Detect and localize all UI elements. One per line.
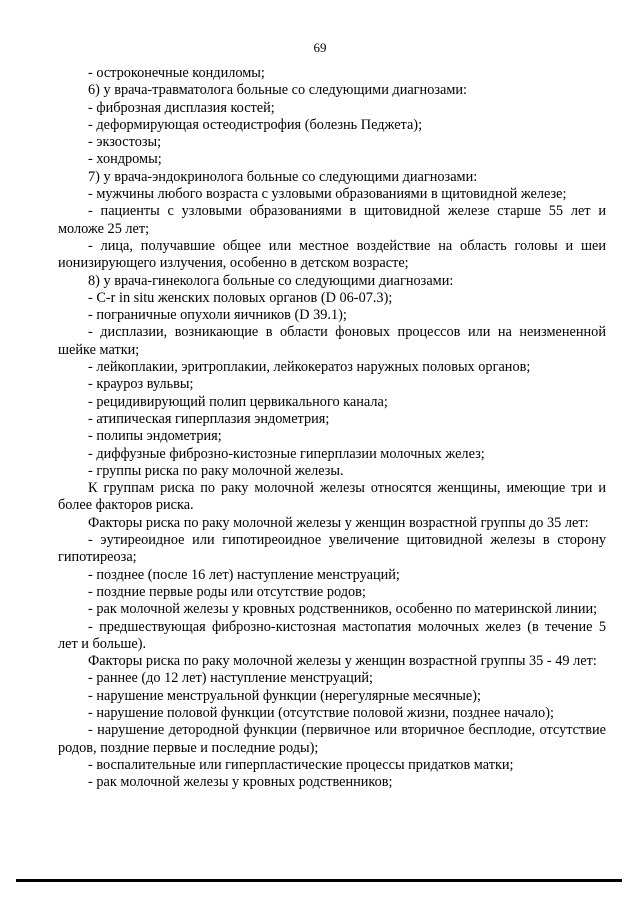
list-item: - нарушение половой функции (отсутствие половой жизни, позднее начало); — [88, 704, 554, 721]
list-item: - группы риска по раку молочной железы. — [88, 462, 344, 479]
list-item: - экзостозы; — [88, 134, 162, 151]
list-item: - хондромы; — [88, 151, 162, 168]
section-heading: 7) у врача-эндокринолога больные со следующими диагнозами: — [88, 168, 478, 185]
list-item: - пограничные опухоли яичников (D 39.1); — [88, 307, 347, 324]
list-item: - нарушение менструальной функции (нерегулярные месячные); — [88, 687, 481, 704]
document-body — [58, 65, 606, 791]
list-item: - лейкоплакии, эритроплакии, лейкокератоз наружных половых органов; — [88, 359, 531, 376]
list-item: - деформирующая остеодистрофия (болезнь Педжета); — [88, 116, 423, 133]
list-item: - атипическая гиперплазия эндометрия; — [88, 410, 330, 427]
list-item: - предшествующая фиброзно-кистозная мастопатия молочных желез (в течение 5 лет и больше). — [58, 618, 606, 652]
list-item: - лица, получавшие общее или местное воздействие на область головы и шеи ионизирующего излучения, особенно в детском возрасте; — [58, 237, 606, 272]
list-item: - крауроз вульвы; — [88, 376, 194, 393]
list-item: - рецидивирующий полип цервикального канала; — [88, 393, 388, 410]
list-item: - C-r in situ женских половых органов (D 06-07.3); — [88, 289, 393, 306]
body-paragraph: Факторы риска по раку молочной железы у женщин возрастной группы до 35 лет: — [88, 514, 589, 531]
list-item: - рак молочной железы у кровных родственников; — [88, 774, 393, 791]
list-item: - фиброзная дисплазия костей; — [88, 99, 275, 116]
list-item: - диффузные фиброзно-кистозные гиперплазии молочных желез; — [88, 445, 485, 462]
page-number: 69 — [313, 40, 327, 55]
list-item: - позднее (после 16 лет) наступление менструаций; — [88, 566, 400, 583]
list-item: - мужчины любого возраста с узловыми образованиями в щитовидной железе; — [88, 186, 567, 203]
list-item: - дисплазии, возникающие в области фоновых процессов или на неизмененной шейке матки; — [58, 324, 606, 358]
list-item: - эутиреоидное или гипотиреоидное увеличение щитовидной железы в сторону гипотиреоза; — [58, 532, 606, 566]
section-heading: 8) у врача-гинеколога больные со следующими диагнозами: — [88, 272, 454, 289]
list-item: - поздние первые роды или отсутствие родов; — [88, 583, 366, 600]
list-item: - воспалительные или гиперпластические процессы придатков матки; — [88, 756, 514, 773]
list-item: - остроконечные кондиломы; — [88, 65, 265, 81]
section-heading: 6) у врача-травматолога больные со следующими диагнозами: — [88, 82, 468, 99]
list-item: - рак молочной железы у кровных родственников, особенно по материнской линии; — [88, 601, 598, 618]
body-paragraph: К группам риска по раку молочной железы относятся женщины, имеющие три и более факторов риска. — [58, 480, 606, 514]
list-item: - раннее (до 12 лет) наступление менструаций; — [88, 670, 373, 687]
list-item: - нарушение детородной функции (первичное или вторичное бесплодие, отсутствие родов, поздние первые и последние роды); — [58, 722, 606, 756]
list-item: - полипы эндометрия; — [88, 428, 222, 445]
footer-rule — [16, 879, 622, 882]
body-paragraph: Факторы риска по раку молочной железы у женщин возрастной группы 35 - 49 лет: — [88, 653, 597, 670]
list-item: - пациенты с узловыми образованиями в щитовидной железе старше 55 лет и моложе 25 лет; — [58, 203, 606, 237]
